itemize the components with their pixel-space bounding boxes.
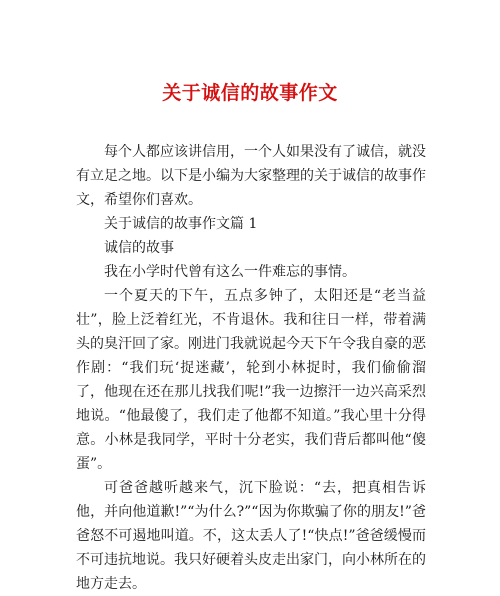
- section-heading: 关于诚信的故事作文篇 1: [104, 216, 258, 232]
- story-title: 诚信的故事: [104, 240, 174, 256]
- paragraph: 我在小学时代曾有这么一件难忘的事情。: [104, 264, 356, 280]
- document-title: 关于诚信的故事作文: [162, 82, 338, 104]
- paragraph: 一个夏天的下午，五点多钟了，太阳还是“老当益壮”，脸上泛着红光，不肯退休。我和往日一样，带着满头的臭汗回了家。刚进门我就说起今天下午令我自豪的恶作剧：“我们玩‘捉迷藏’，轮到小林捉时，我们偷偷溜了，他现在还在那儿找我们呢!”我一边擦汗一边兴高采烈地说。“他最傻了，我们走了他都不知道。”我心里十分得意。小林是我同学，平时十分老实，我们背后都叫他“傻蛋”。: [76, 288, 426, 472]
- paragraph: 可爸爸越听越来气，沉下脸说：“去，把真相告诉他，并向他道歉!”“为什么?”“因为你欺骗了你的朋友!”爸爸怒不可遏地叫道。不，这太丢人了!“快点!”爸爸缓慢而不可违抗地说。我只好硬着头皮走出家门，向小林所在的地方走去。: [76, 480, 426, 592]
- paragraph-intro: 每个人都应该讲信用，一个人如果没有了诚信，就没有立足之地。以下是小编为大家整理的关于诚信的故事作文，希望你们喜欢。: [76, 144, 426, 208]
- document-body: [76, 140, 426, 596]
